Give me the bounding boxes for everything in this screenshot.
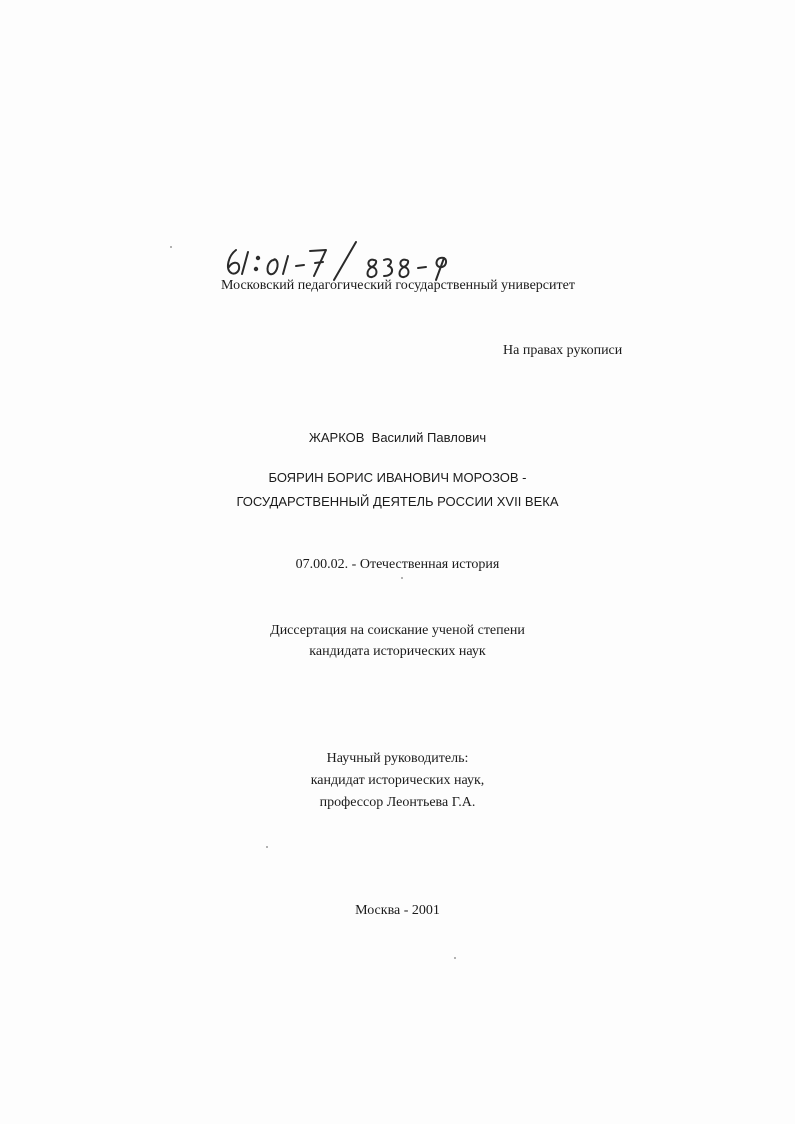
degree-line-2: кандидата исторических наук [309,644,486,659]
specialty: 07.00.02. - Отечественная история [295,557,500,572]
dissertation-title-line-2: ГОСУДАРСТВЕННЫЙ ДЕЯТЕЛЬ РОССИИ XVII ВЕКА [236,494,559,509]
degree-line-1: Диссертация на соискание ученой степени [270,623,525,638]
supervisor-heading: Научный руководитель: [326,751,469,766]
author-line [0,429,795,447]
university-name: Московский педагогический государственный университет [221,278,575,293]
author-given-names: Василий Павлович [371,430,487,445]
author-surname: ЖАРКОВ [308,430,365,445]
supervisor-degree: кандидат исторических наук, [310,773,485,788]
dissertation-title-line-1: БОЯРИН БОРИС ИВАНОВИЧ МОРОЗОВ - [268,470,527,485]
scan-speck [401,577,403,579]
scan-speck [454,957,456,959]
scan-speck [170,246,172,248]
supervisor-name: профессор Леонтьева Г.А. [319,795,476,810]
scan-speck [266,846,268,848]
city-year: Москва - 2001 [355,903,440,918]
manuscript-rights: На правах рукописи [503,343,623,358]
